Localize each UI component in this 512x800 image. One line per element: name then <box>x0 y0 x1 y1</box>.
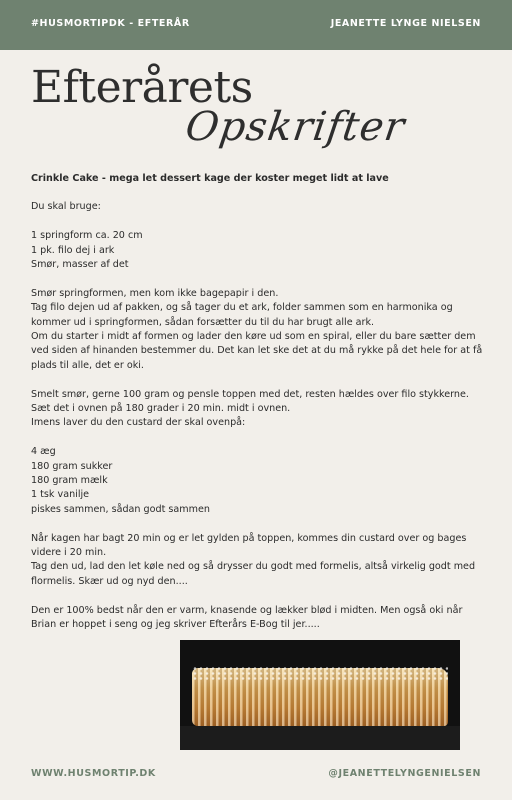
ingredient-line: Smør, masser af det <box>31 259 129 271</box>
recipe-intro: Du skal bruge: <box>31 201 101 213</box>
recipe-body <box>31 172 483 633</box>
crinkle-cake-photo <box>180 640 460 750</box>
step-text: Om du starter i midt af formen og lader den køre ud som en spiral, eller du bare sætter dem ved siden af hinanden bestemmer du. Det kan let ske det at du må rykke på det hele for at få plads til alle, det er oki. <box>31 331 483 371</box>
page-title: Efterårets <box>31 62 253 113</box>
serving-surface <box>180 726 460 750</box>
step-text: Smør springformen, men kom ikke bagepapir i den. <box>31 287 279 299</box>
custard-line: 1 tsk vanilje <box>31 489 90 501</box>
custard-line: 4 æg <box>31 446 56 458</box>
footer-social-handle[interactable]: @JEANETTELYNGENIELSEN <box>328 768 481 779</box>
header-hashtag: #HUSMORTIPDK - EFTERÅR <box>31 18 190 29</box>
step-text: Imens laver du den custard der skal ovenpå: <box>31 417 246 429</box>
ingredient-line: 1 springform ca. 20 cm <box>31 230 143 242</box>
closing-text: Den er 100% bedst når den er varm, knasende og lækker blød i midten. Men også oki når Brian er hoppet i seng og jeg skriver Efterårs E-Bog til jer..... <box>31 604 463 631</box>
step-text: Tag filo dejen ud af pakken, og så tager du et ark, folder sammen som en harmonika og kommer ud i springformen, sådan forsætter du til du har brugt alle ark. <box>31 302 453 328</box>
ingredient-line: 1 pk. filo dej i ark <box>31 244 115 256</box>
step-text: Tag den ud, lad den let køle ned og så drysser du godt med formelis, altså virkelig godt med flormelis. Skær ud og nyd den.... <box>31 561 476 587</box>
header-bar <box>0 0 512 50</box>
recipe-heading: Crinkle Cake - mega let dessert kage der koster meget lidt at lave <box>31 173 389 184</box>
custard-line: piskes sammen, sådan godt sammen <box>31 503 210 515</box>
custard-line: 180 gram sukker <box>31 460 113 472</box>
page-subtitle-script: Opskrifter <box>182 104 408 150</box>
footer-website-link[interactable]: WWW.HUSMORTIP.DK <box>31 768 156 779</box>
step-text: Sæt det i ovnen på 180 grader i 20 min. midt i ovnen. <box>31 403 291 415</box>
powdered-sugar <box>192 666 448 680</box>
custard-line: 180 gram mælk <box>31 475 108 487</box>
header-author: JEANETTE LYNGE NIELSEN <box>330 18 481 29</box>
step-text: Smelt smør, gerne 100 gram og pensle toppen med det, resten hældes over filo stykkerne. <box>31 388 469 400</box>
step-text: Når kagen har bagt 20 min og er let gylden på toppen, kommes din custard over og bages videre i 20 min. <box>31 532 467 559</box>
